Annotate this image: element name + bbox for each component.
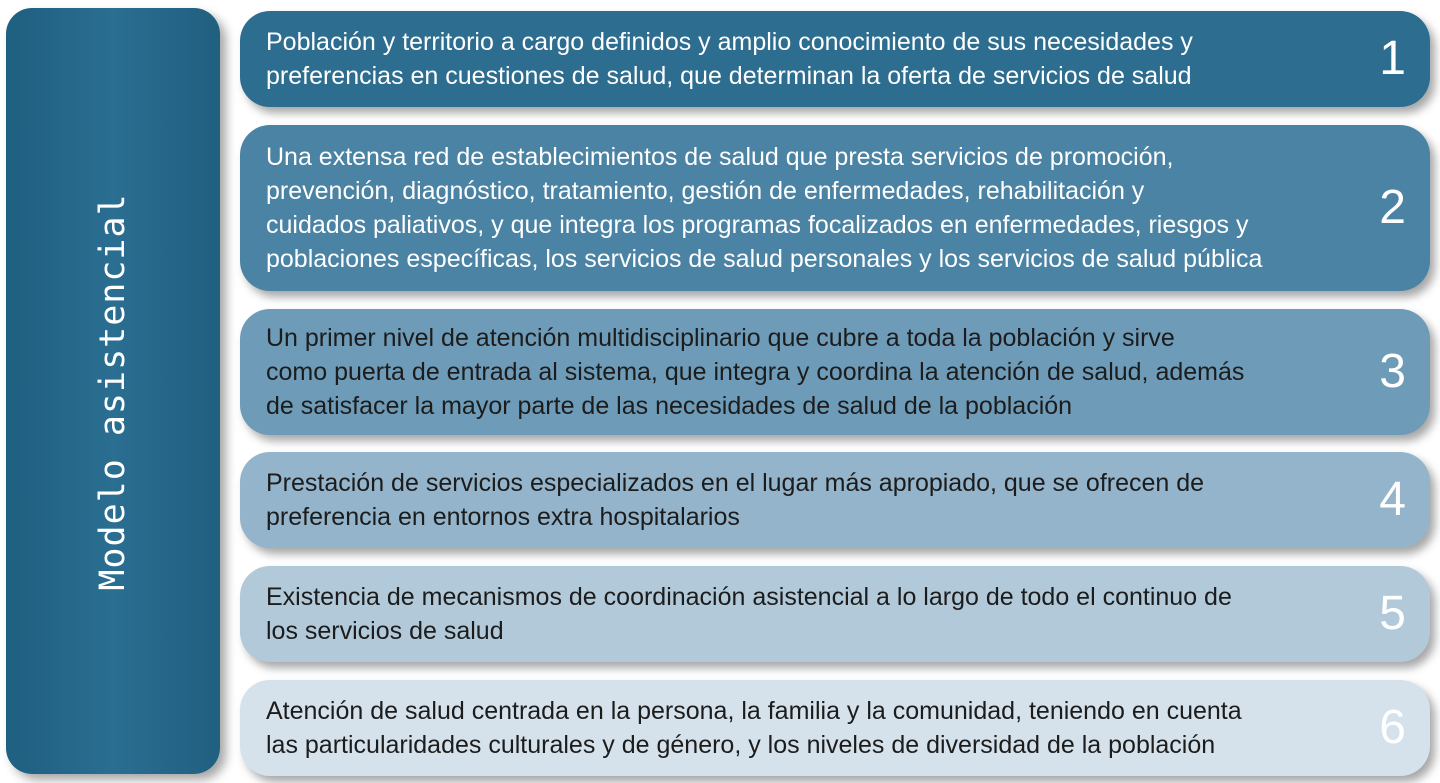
list-item-1 bbox=[240, 11, 1430, 107]
item-number-4: 4 bbox=[1379, 473, 1406, 526]
item-number-2: 2 bbox=[1379, 181, 1406, 234]
item-text-4: Prestación de servicios especializados en el lugar más apropiado, que se ofrecen de preferencia en entornos extra hospitalarios bbox=[266, 469, 1205, 531]
list-item-2 bbox=[240, 125, 1430, 291]
item-number-3: 3 bbox=[1379, 345, 1406, 398]
list-item-5 bbox=[240, 566, 1430, 662]
side-label: Modelo asistencial bbox=[93, 193, 133, 591]
list-item-4 bbox=[240, 452, 1430, 548]
list-item-6 bbox=[240, 680, 1430, 776]
item-text-6: Atención de salud centrada en la persona, la familia y la comunidad, teniendo en cuenta las particularidades culturales y de género, y los niveles de diversidad de la población bbox=[266, 697, 1242, 759]
item-text-2: Una extensa red de establecimientos de salud que presta servicios de promoción, prevención, diagnóstico, tratamiento, gestión de enfermedades, rehabilitación y cuidados paliativos, y que integra los programas focalizados en enfermedades, riesgos y poblaciones específicas, los servicios de salud personales y los servicios de salud pública bbox=[266, 143, 1263, 273]
item-number-6: 6 bbox=[1379, 701, 1406, 754]
item-number-5: 5 bbox=[1379, 587, 1406, 640]
item-text-5: Existencia de mecanismos de coordinación asistencial a lo largo de todo el continuo de los servicios de salud bbox=[266, 583, 1232, 645]
item-text-3: Un primer nivel de atención multidisciplinario que cubre a toda la población y sirve como puerta de entrada al sistema, que integra y coordina la atención de salud, además de satisfacer la mayor parte de las necesidades de salud de la población bbox=[266, 324, 1245, 420]
item-text-1: Población y territorio a cargo definidos y amplio conocimiento de sus necesidades y preferencias en cuestiones de salud, que determinan la oferta de servicios de salud bbox=[266, 28, 1193, 90]
list-item-3 bbox=[240, 309, 1430, 435]
item-number-1: 1 bbox=[1379, 32, 1406, 85]
